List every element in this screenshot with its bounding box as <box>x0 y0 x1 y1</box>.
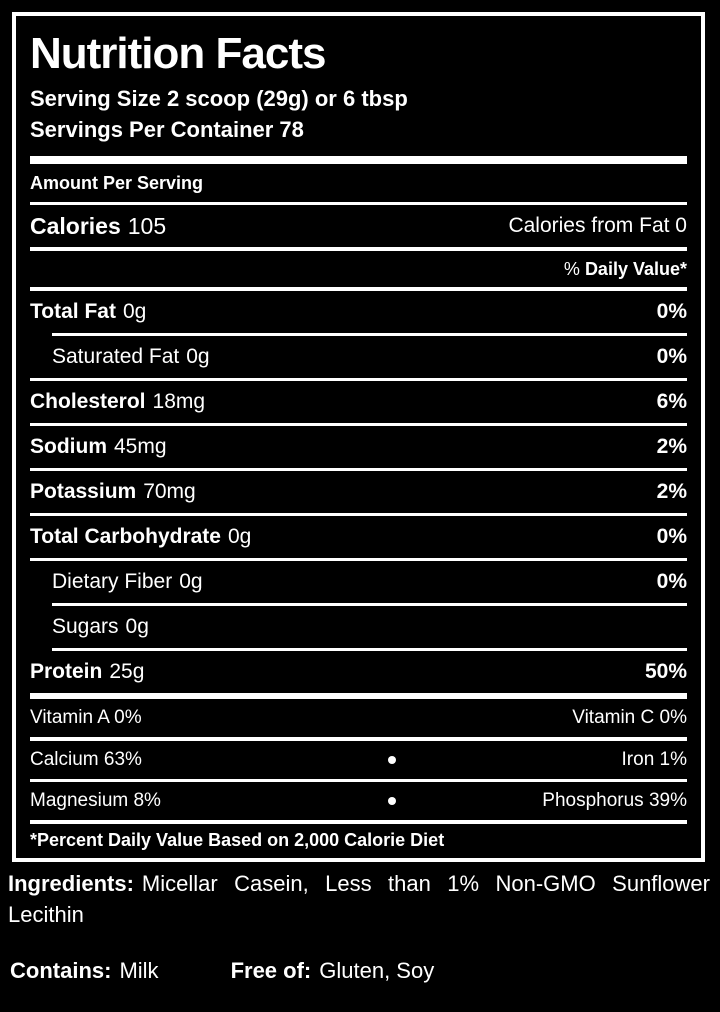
nutrient-amount: 0g <box>186 345 210 368</box>
nutrient-row-total-carbohydrate <box>30 516 687 558</box>
nutrient-row-saturated-fat <box>30 336 687 378</box>
micronutrient-row-vitamins <box>30 699 687 737</box>
footnote-text: *Percent Daily Value Based on 2,000 Calorie Diet <box>30 829 445 850</box>
micronutrient-right: Phosphorus 39% <box>542 790 687 811</box>
daily-value-prefix: % <box>563 258 580 279</box>
daily-value-footnote <box>30 824 687 856</box>
nutrient-name-amount <box>30 660 144 684</box>
nutrient-name: Total Fat <box>30 300 116 323</box>
micronutrient-row-magnesium-phosphorus <box>30 782 687 820</box>
daily-value-label: Daily Value* <box>584 258 687 279</box>
amount-per-serving-header <box>30 164 687 202</box>
nutrient-row-total-fat <box>30 291 687 333</box>
nutrient-name-amount <box>30 390 205 414</box>
allergen-section <box>10 958 434 984</box>
calories-value: 105 <box>127 212 167 239</box>
nutrient-name: Cholesterol <box>30 390 146 413</box>
ingredients-label: Ingredients: <box>8 871 134 896</box>
contains-value: Milk <box>119 958 159 983</box>
nutrient-name-amount <box>52 345 210 369</box>
nutrient-name: Potassium <box>30 480 137 503</box>
thick-rule <box>30 156 687 164</box>
nutrient-amount: 18mg <box>152 390 206 413</box>
nutrient-name-amount <box>52 570 203 594</box>
bullet-dot-icon <box>388 797 396 805</box>
free-of-label: Free of: <box>230 958 312 983</box>
nutrient-amount: 25g <box>109 660 145 683</box>
nutrient-row-sugars <box>30 606 687 648</box>
nutrient-dv: 0% <box>656 300 687 323</box>
nutrient-amount: 70mg <box>143 480 196 503</box>
nutrient-name: Total Carbohydrate <box>30 525 221 548</box>
nutrient-name: Protein <box>30 660 103 683</box>
nutrient-name-amount <box>30 480 196 504</box>
nutrient-row-cholesterol <box>30 381 687 423</box>
nutrient-dv: 0% <box>656 570 687 593</box>
nutrient-row-sodium <box>30 426 687 468</box>
nutrient-name-amount <box>30 435 167 459</box>
micronutrient-left: Calcium 63% <box>30 749 142 770</box>
nutrient-dv: 2% <box>656 435 687 458</box>
daily-value-header <box>30 251 687 287</box>
nutrient-name: Sodium <box>30 435 107 458</box>
nutrient-dv: 6% <box>656 390 687 413</box>
nutrient-dv: 2% <box>656 480 687 503</box>
ingredients-text: Micellar Casein, Less than 1% Non-GMO Sunflower Lecithin <box>8 871 710 927</box>
nutrient-row-protein <box>30 651 687 693</box>
nutrition-facts-panel <box>12 12 705 862</box>
calories-label: Calories <box>30 212 121 239</box>
nutrient-name-amount <box>30 525 251 549</box>
nutrient-row-potassium <box>30 471 687 513</box>
nutrient-dv: 0% <box>656 345 687 368</box>
ingredients-section <box>8 868 710 930</box>
micronutrient-right: Iron 1% <box>621 749 687 770</box>
micronutrient-row-calcium-iron <box>30 741 687 779</box>
nutrient-dv: 50% <box>644 660 687 683</box>
micronutrient-left: Magnesium 8% <box>30 790 161 811</box>
nutrient-name: Dietary Fiber <box>52 570 173 593</box>
nutrient-name: Sugars <box>52 615 119 638</box>
nutrient-row-dietary-fiber <box>30 561 687 603</box>
nutrient-dv: 0% <box>656 525 687 548</box>
bullet-dot-icon <box>388 756 396 764</box>
micronutrient-right: Vitamin C 0% <box>572 707 687 728</box>
nutrient-amount: 0g <box>122 300 147 323</box>
nutrition-facts-title: Nutrition Facts <box>30 29 326 78</box>
calories-left <box>30 213 166 240</box>
free-of-value: Gluten, Soy <box>319 958 435 983</box>
calories-row <box>30 205 687 247</box>
micronutrient-left: Vitamin A 0% <box>30 707 142 728</box>
calories-from-fat: Calories from Fat 0 <box>508 214 687 237</box>
nutrient-name-amount <box>52 615 149 639</box>
nutrient-amount: 45mg <box>114 435 167 458</box>
servings-per-container-text: Servings Per Container 78 <box>30 117 304 142</box>
serving-size-text: Serving Size 2 scoop (29g) or 6 tbsp <box>30 86 408 111</box>
nutrient-name-amount <box>30 300 146 324</box>
nutrient-amount: 0g <box>179 570 203 593</box>
nutrient-amount: 0g <box>125 615 149 638</box>
nutrient-amount: 0g <box>227 525 252 548</box>
nutrient-name: Saturated Fat <box>52 345 180 368</box>
amount-per-serving-label: Amount Per Serving <box>30 172 204 193</box>
contains-label: Contains: <box>10 958 112 983</box>
